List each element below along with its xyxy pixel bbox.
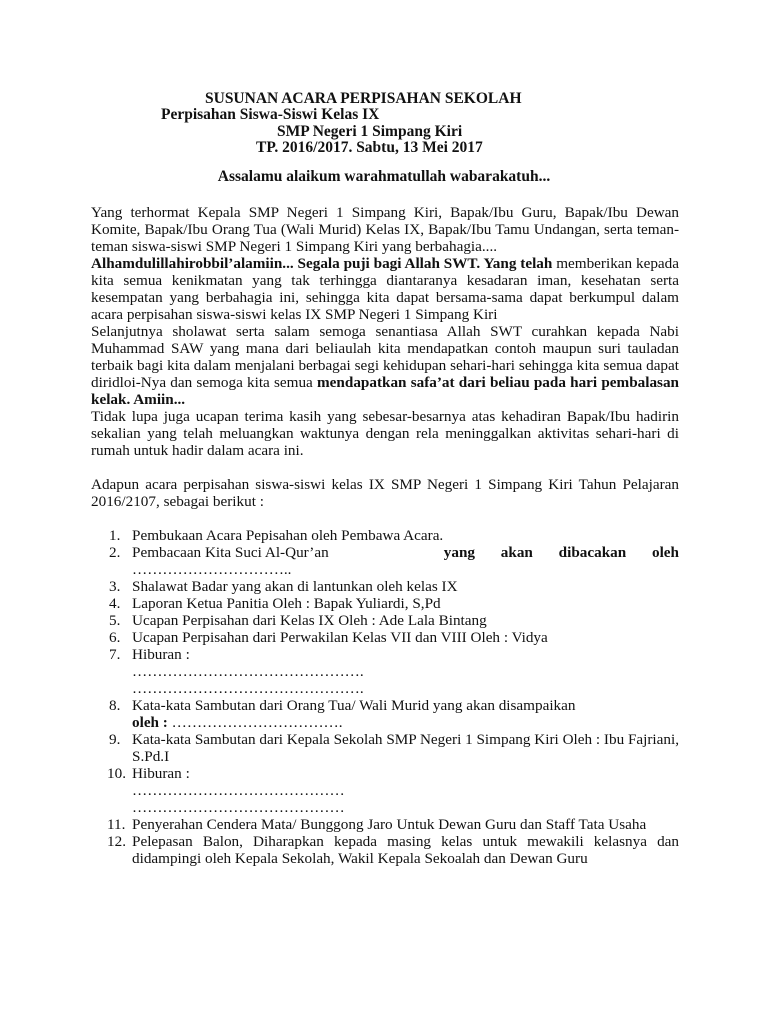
paragraph-thanks: Tidak lupa juga ucapan terima kasih yang sebesar-besarnya atas kehadiran Bapak/Ibu hadirin sekalian yang telah meluangkan waktunya dengan rela meninggalkan aktivitas sehari-hari di rumah untuk hadir dalam acara ini. bbox=[91, 408, 679, 459]
doc-title: SUSUNAN ACARA PERPISAHAN SEKOLAH bbox=[205, 90, 522, 107]
list-item: 11. Penyerahan Cendera Mata/ Bunggong Jaro Untuk Dewan Guru dan Staff Tata Usaha bbox=[107, 816, 647, 833]
document-body bbox=[91, 204, 679, 867]
school-year-date: TP. 2016/2017. Sabtu, 13 Mei 2017 bbox=[256, 139, 483, 156]
paragraph-praise bbox=[91, 255, 679, 323]
agenda-list bbox=[91, 527, 679, 867]
list-item: 2. Pembacaan Kita Suci Al-Qur’an yang akan dibacakan oleh ………………………….. bbox=[109, 544, 679, 578]
list-item: 9. Kata-kata Sambutan dari Kepala Sekolah SMP Negeri 1 Simpang Kiri Oleh : Ibu Fajriani, S.Pd.I bbox=[109, 731, 679, 765]
paragraph-intro-agenda: Adapun acara perpisahan siswa-siswi kelas IX SMP Negeri 1 Simpang Kiri Tahun Pelajaran 2016/2107, sebagai berikut : bbox=[91, 476, 679, 510]
school-name: SMP Negeri 1 Simpang Kiri bbox=[277, 123, 463, 140]
list-item: 3. Shalawat Badar yang akan di lantunkan oleh kelas IX bbox=[109, 578, 458, 595]
list-item: 10. Hiburan : …………………………………… …………………………………… bbox=[107, 765, 345, 816]
paragraph-salutation: Yang terhormat Kepala SMP Negeri 1 Simpang Kiri, Bapak/Ibu Guru, Bapak/Ibu Dewan Komite, Bapak/Ibu Orang Tua (Wali Murid) Kelas IX, Bapak/Ibu Tamu Undangan, serta teman-teman siswa-siswi SMP Negeri 1 Simpang Kiri yang berbahagia.... bbox=[91, 204, 679, 255]
list-item: 5. Ucapan Perpisahan dari Kelas IX Oleh : Ade Lala Bintang bbox=[109, 612, 487, 629]
list-item: 8. Kata-kata Sambutan dari Orang Tua/ Wali Murid yang akan disampaikan oleh : ……………………………. bbox=[109, 697, 576, 731]
list-item: 7. Hiburan : ………………………………………. ………………………………………. bbox=[109, 646, 364, 697]
doc-subtitle: Perpisahan Siswa-Siswi Kelas IX bbox=[161, 106, 380, 123]
paragraph-sholawat bbox=[91, 323, 679, 408]
sholawat-bold: mendapatkan safa’at dari beliau pada hari pembalasan kelak. Amiin... bbox=[91, 374, 679, 408]
list-item: 6. Ucapan Perpisahan dari Perwakilan Kelas VII dan VIII Oleh : Vidya bbox=[109, 629, 548, 646]
greeting: Assalamu alaikum warahmatullah wabarakatuh... bbox=[217, 168, 551, 185]
list-item: 4. Laporan Ketua Panitia Oleh : Bapak Yuliardi, S,Pd bbox=[109, 595, 441, 612]
praise-rest: memberikan kepada kita semua kenikmatan yang tak terhingga diantaranya kesadaran iman, kesehatan serta kesempatan yang berbahagia ini, sehingga kita dapat bersama-sama dapat berkumpul dalam acara perpisahan siswa-siswi kelas IX SMP Negeri 1 Simpang Kiri bbox=[91, 255, 679, 323]
list-item: 12. Pelepasan Balon, Diharapkan kepada masing kelas untuk mewakili kelasnya dan didampingi oleh Kepala Sekolah, Wakil Kepala Sekoalah dan Dewan Guru bbox=[107, 833, 679, 867]
list-item: 1. Pembukaan Acara Pepisahan oleh Pembawa Acara. bbox=[109, 527, 444, 544]
sholawat-text: Selanjutnya sholawat serta salam semoga senantiasa Allah SWT curahkan kepada Nabi Muhammad SAW yang mana dari beliaulah kita mendapatkan contoh maupun suri tauladan terbaik bagi kita dalam menjalani berbagai segi kehidupan sehari-hari sehingga kita semua dapat diridloi-Nya dan semoga kita semua bbox=[91, 323, 679, 391]
praise-bold: Alhamdulillahirobbil’alamiin... Segala puji bagi Allah SWT. Yang telah bbox=[91, 255, 553, 272]
